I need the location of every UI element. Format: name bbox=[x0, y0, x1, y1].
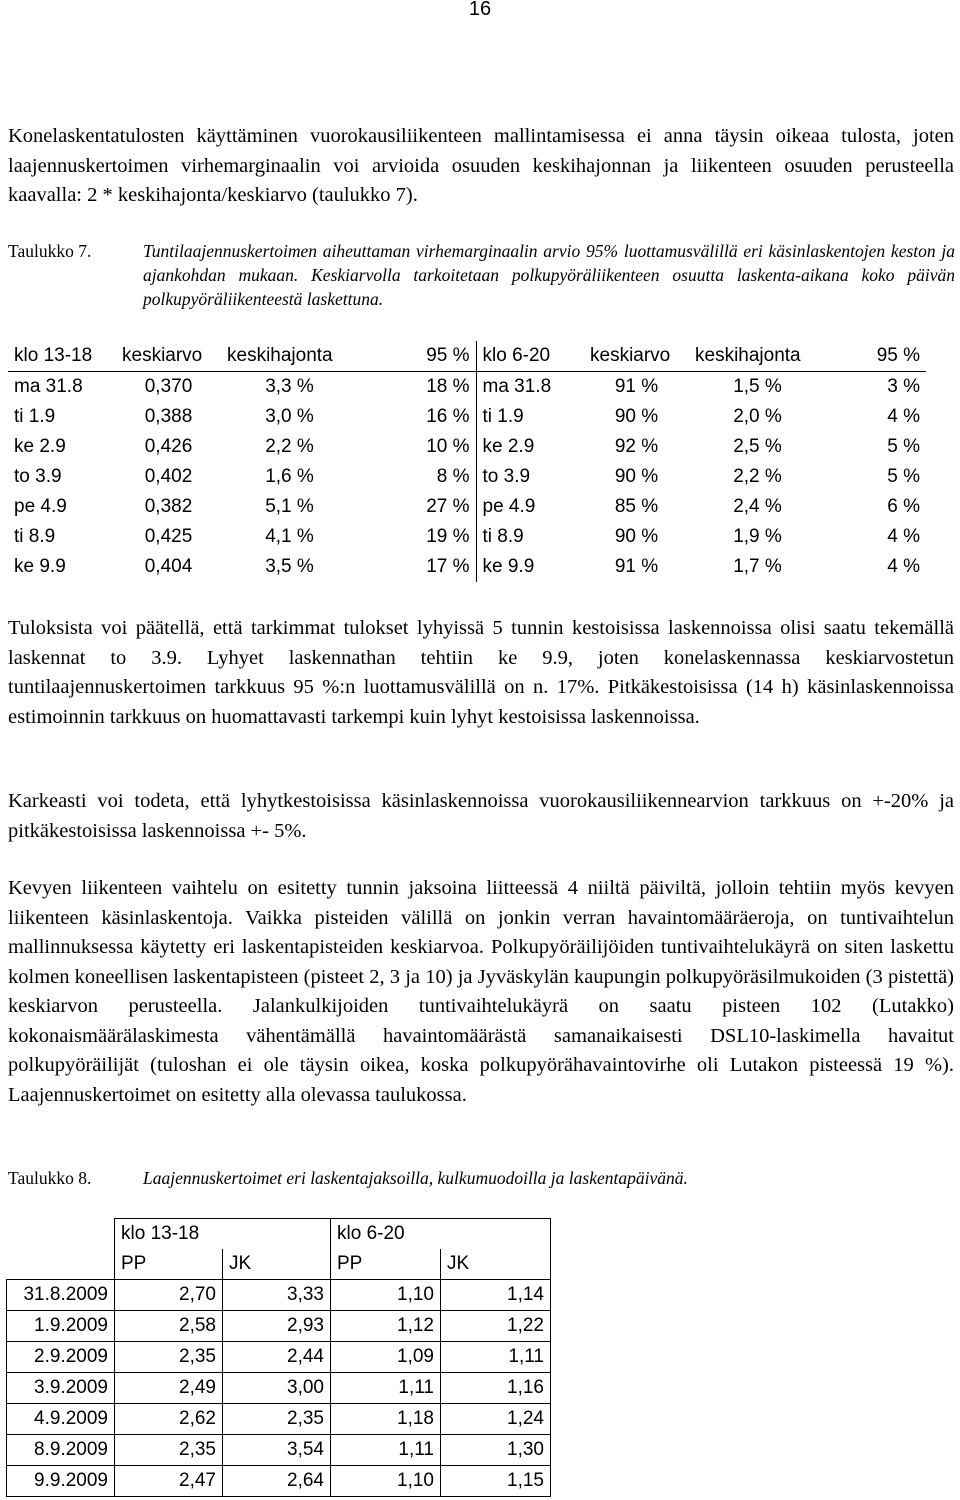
table-cell: 27 % bbox=[358, 492, 476, 522]
table-row bbox=[7, 1311, 551, 1342]
table-cell: 2,2 % bbox=[733, 466, 782, 487]
table-cell: 31.8.2009 bbox=[7, 1280, 115, 1311]
table-cell: 1,10 bbox=[331, 1466, 441, 1497]
table8-mode-row bbox=[7, 1249, 551, 1280]
table-cell: 0,426 bbox=[144, 436, 193, 457]
table-cell: 2,4 % bbox=[733, 496, 782, 517]
table-cell: 1,24 bbox=[441, 1404, 551, 1435]
table-cell: 0,382 bbox=[144, 496, 193, 517]
table8-period-header: klo 13-18 bbox=[115, 1219, 223, 1250]
table-cell: ti 8.9 bbox=[482, 526, 524, 547]
table-cell: 1,5 % bbox=[733, 376, 782, 397]
table-cell: 5 % bbox=[887, 436, 920, 457]
table8-corner bbox=[7, 1219, 115, 1250]
table-cell: 90 % bbox=[614, 526, 659, 547]
table-cell: pe 4.9 bbox=[14, 496, 67, 517]
table-row bbox=[8, 372, 926, 403]
table-cell: 8.9.2009 bbox=[7, 1435, 115, 1466]
table-cell: 1,30 bbox=[441, 1435, 551, 1466]
table-cell: 4 % bbox=[887, 556, 920, 577]
table-cell: 16 % bbox=[358, 402, 476, 432]
table8-empty-cell bbox=[223, 1219, 331, 1250]
table-row bbox=[7, 1342, 551, 1373]
table-cell: 0,425 bbox=[144, 526, 193, 547]
table-row bbox=[8, 522, 926, 552]
table-row bbox=[8, 432, 926, 462]
table-cell: 91 % bbox=[614, 376, 659, 397]
table-row bbox=[7, 1404, 551, 1435]
table-cell: to 3.9 bbox=[14, 466, 62, 487]
table7-header: klo 13-18 bbox=[8, 341, 116, 372]
table8-mode-header: JK bbox=[441, 1249, 551, 1280]
table-row bbox=[7, 1373, 551, 1404]
table7-header: keskiarvo bbox=[116, 341, 221, 372]
paragraph-light-traffic: Kevyen liikenteen vaihtelu on esitetty tunnin jaksoina liitteessä 4 niiltä päiviltä, jolloin tehtiin myös kevyen liikenteen käsinlaskentoja. Vaikka pisteiden välillä on jonkin verran havaintomääräeroja, on tuntivaihtelun mallinnuksessa käytetty eri laskentapisteiden keskiarvoa. Polkupyöräilijöiden tuntivaihtelukäyrä on siten laskettu kolmen koneellisen laskentapisteen (pisteet 2, 3 ja 10) ja Jyväskylän kaupungin polkupyöräsilmukoiden (3 pistettä) keskiarvon perusteella. Jalankulkijoiden tuntivaihtelukäyrä on saatu pisteen 102 (Lutakko) kokonaismäärälaskimesta vähentämällä havaintomäärästä samanaikaisesti DSL10-laskimella havaitut polkupyöräilijät (tuloshan ei ole täysin oikea, koska polkupyörähavaintovirhe oli Lutakon pisteessä 19 %). Laajennuskertoimet on esitetty alla olevassa taulukossa. bbox=[8, 877, 954, 1106]
table-row bbox=[8, 552, 926, 582]
table-cell: 2,35 bbox=[115, 1342, 223, 1373]
table8-empty-cell bbox=[441, 1219, 551, 1250]
table7-header: 95 % bbox=[358, 341, 476, 372]
table-cell: 2.9.2009 bbox=[7, 1342, 115, 1373]
table-cell: 3,54 bbox=[223, 1435, 331, 1466]
table-cell: 1,16 bbox=[441, 1373, 551, 1404]
table-row bbox=[7, 1466, 551, 1497]
table-cell: 3.9.2009 bbox=[7, 1373, 115, 1404]
table-cell: 0,404 bbox=[144, 556, 193, 577]
table8-mode-header: PP bbox=[331, 1249, 441, 1280]
table-cell: 0,388 bbox=[144, 406, 193, 427]
table-cell: 3,0 % bbox=[265, 406, 314, 427]
table-cell: ma 31.8 bbox=[14, 376, 83, 397]
table-cell: 1,12 bbox=[331, 1311, 441, 1342]
table-cell: 1,09 bbox=[331, 1342, 441, 1373]
table-cell: 5,1 % bbox=[265, 496, 314, 517]
table-cell: 2,62 bbox=[115, 1404, 223, 1435]
table-cell: 1,10 bbox=[331, 1280, 441, 1311]
table7-header-row bbox=[8, 341, 926, 372]
table-cell: 1,11 bbox=[331, 1373, 441, 1404]
table7-header: keskihajonta bbox=[689, 341, 826, 372]
table-cell: 17 % bbox=[358, 552, 476, 582]
table-cell: pe 4.9 bbox=[482, 496, 536, 517]
table-cell: 3,00 bbox=[223, 1373, 331, 1404]
table-cell: 3,5 % bbox=[265, 556, 314, 577]
table-row bbox=[7, 1435, 551, 1466]
table7-header: keskiarvo bbox=[584, 341, 689, 372]
table-cell: ke 2.9 bbox=[14, 436, 66, 457]
table-cell: 2,58 bbox=[115, 1311, 223, 1342]
table-cell: 2,35 bbox=[223, 1404, 331, 1435]
table-cell: 2,93 bbox=[223, 1311, 331, 1342]
table-cell: 4.9.2009 bbox=[7, 1404, 115, 1435]
table-cell: 1,7 % bbox=[733, 556, 782, 577]
table-row bbox=[7, 1280, 551, 1311]
table-cell: 4 % bbox=[887, 526, 920, 547]
table7-caption-label: Taulukko 7. bbox=[8, 241, 92, 261]
table-cell: 8 % bbox=[358, 462, 476, 492]
table-cell: 1,11 bbox=[441, 1342, 551, 1373]
table8 bbox=[6, 1218, 551, 1497]
table-cell: 1,11 bbox=[331, 1435, 441, 1466]
table-cell: 1,18 bbox=[331, 1404, 441, 1435]
table-cell: ke 9.9 bbox=[482, 556, 535, 577]
table8-period-header: klo 6-20 bbox=[331, 1219, 441, 1250]
table-row bbox=[8, 462, 926, 492]
table8-corner bbox=[7, 1249, 115, 1280]
table-cell: 2,70 bbox=[115, 1280, 223, 1311]
table-cell: 92 % bbox=[614, 436, 659, 457]
table-cell: 9.9.2009 bbox=[7, 1466, 115, 1497]
table-cell: 2,35 bbox=[115, 1435, 223, 1466]
table8-mode-header: JK bbox=[223, 1249, 331, 1280]
paragraph-intro: Konelaskentatulosten käyttäminen vuorokausiliikenteen mallintamisessa ei anna täysin oikeaa tulosta, joten laajennuskertoimen virhemarginaalin voi arvioida osuuden keskihajonnan ja liikenteen osuuden perusteella kaavalla: 2 * keskihajonta/keskiarvo (taulukko 7). bbox=[8, 125, 954, 206]
table-cell: 2,2 % bbox=[265, 436, 314, 457]
table-cell: 1,9 % bbox=[733, 526, 782, 547]
page-number: 16 bbox=[468, 0, 492, 20]
table-cell: 91 % bbox=[614, 556, 659, 577]
table8-period-row bbox=[7, 1219, 551, 1250]
table-cell: 90 % bbox=[614, 466, 659, 487]
table-cell: 3,3 % bbox=[265, 376, 314, 397]
table-row bbox=[8, 402, 926, 432]
table7-header: klo 6-20 bbox=[476, 341, 584, 372]
table7-header: 95 % bbox=[826, 341, 926, 372]
table-cell: 0,402 bbox=[144, 466, 193, 487]
table-cell: ke 9.9 bbox=[14, 556, 66, 577]
table-cell: 1,6 % bbox=[265, 466, 314, 487]
table7 bbox=[8, 341, 926, 582]
table-cell: 90 % bbox=[614, 406, 659, 427]
table8-mode-header: PP bbox=[115, 1249, 223, 1280]
paragraph-results: Tuloksista voi päätellä, että tarkimmat tulokset lyhyissä 5 tunnin kestoisissa laskennoissa olisi saatu tekemällä laskennat to 3.9. Lyhyet laskennathan tehtiin ke 9.9, joten konelaskennassa keskiarvostetun tuntilaajennuskertoimen tarkkuus 95 %:n luottamusvälillä on n. 17%. Pitkäkestoisissa (14 h) käsinlaskennoissa estimoinnin tarkkuus on huomattavasti tarkempi kuin lyhyt kestoisissa laskennoissa. bbox=[8, 617, 954, 728]
table-cell: 85 % bbox=[614, 496, 659, 517]
table-cell: ti 1.9 bbox=[14, 406, 56, 427]
table-cell: ti 1.9 bbox=[482, 406, 524, 427]
table-cell: 4 % bbox=[887, 406, 920, 427]
table-cell: 2,49 bbox=[115, 1373, 223, 1404]
table8-caption-label: Taulukko 8. bbox=[8, 1168, 92, 1188]
table-cell: 1.9.2009 bbox=[7, 1311, 115, 1342]
table-cell: 3,33 bbox=[223, 1280, 331, 1311]
table-cell: 5 % bbox=[887, 466, 920, 487]
table-cell: ke 2.9 bbox=[482, 436, 535, 457]
paragraph-accuracy: Karkeasti voi todeta, että lyhytkestoisissa käsinlaskennoissa vuorokausiliikennearvion tarkkuus on +-20% ja pitkäkestoisissa laskennoissa +- 5%. bbox=[8, 790, 954, 842]
table8-caption-text: Laajennuskertoimet eri laskentajaksoilla, kulkumuodoilla ja laskentapäivänä. bbox=[143, 1168, 688, 1188]
table-cell: 2,44 bbox=[223, 1342, 331, 1373]
table-cell: 1,15 bbox=[441, 1466, 551, 1497]
table-cell: 0,370 bbox=[144, 376, 193, 397]
table-cell: 2,0 % bbox=[733, 406, 782, 427]
table-cell: 6 % bbox=[887, 496, 920, 517]
table-cell: 19 % bbox=[358, 522, 476, 552]
table-cell: 1,14 bbox=[441, 1280, 551, 1311]
table-cell: ti 8.9 bbox=[14, 526, 56, 547]
table-cell: to 3.9 bbox=[482, 466, 531, 487]
table-row bbox=[8, 492, 926, 522]
table-cell: 1,22 bbox=[441, 1311, 551, 1342]
table7-header: keskihajonta bbox=[221, 341, 358, 372]
table-cell: ma 31.8 bbox=[482, 376, 552, 397]
table7-caption-text: Tuntilaajennuskertoimen aiheuttaman virhemarginaalin arvio 95% luottamusvälillä eri käsinlaskentojen keston ja ajankohdan mukaan. Keskiarvolla tarkoitetaan polkupyöräliikenteen osuutta laskenta-aikana koko päivän polkupyöräliikenteestä laskettuna. bbox=[143, 241, 955, 309]
table-cell: 2,64 bbox=[223, 1466, 331, 1497]
table-cell: 10 % bbox=[358, 432, 476, 462]
table-cell: 4,1 % bbox=[265, 526, 314, 547]
table-cell: 2,5 % bbox=[733, 436, 782, 457]
table-cell: 18 % bbox=[358, 372, 476, 403]
table-cell: 2,47 bbox=[115, 1466, 223, 1497]
table-cell: 3 % bbox=[887, 376, 920, 397]
